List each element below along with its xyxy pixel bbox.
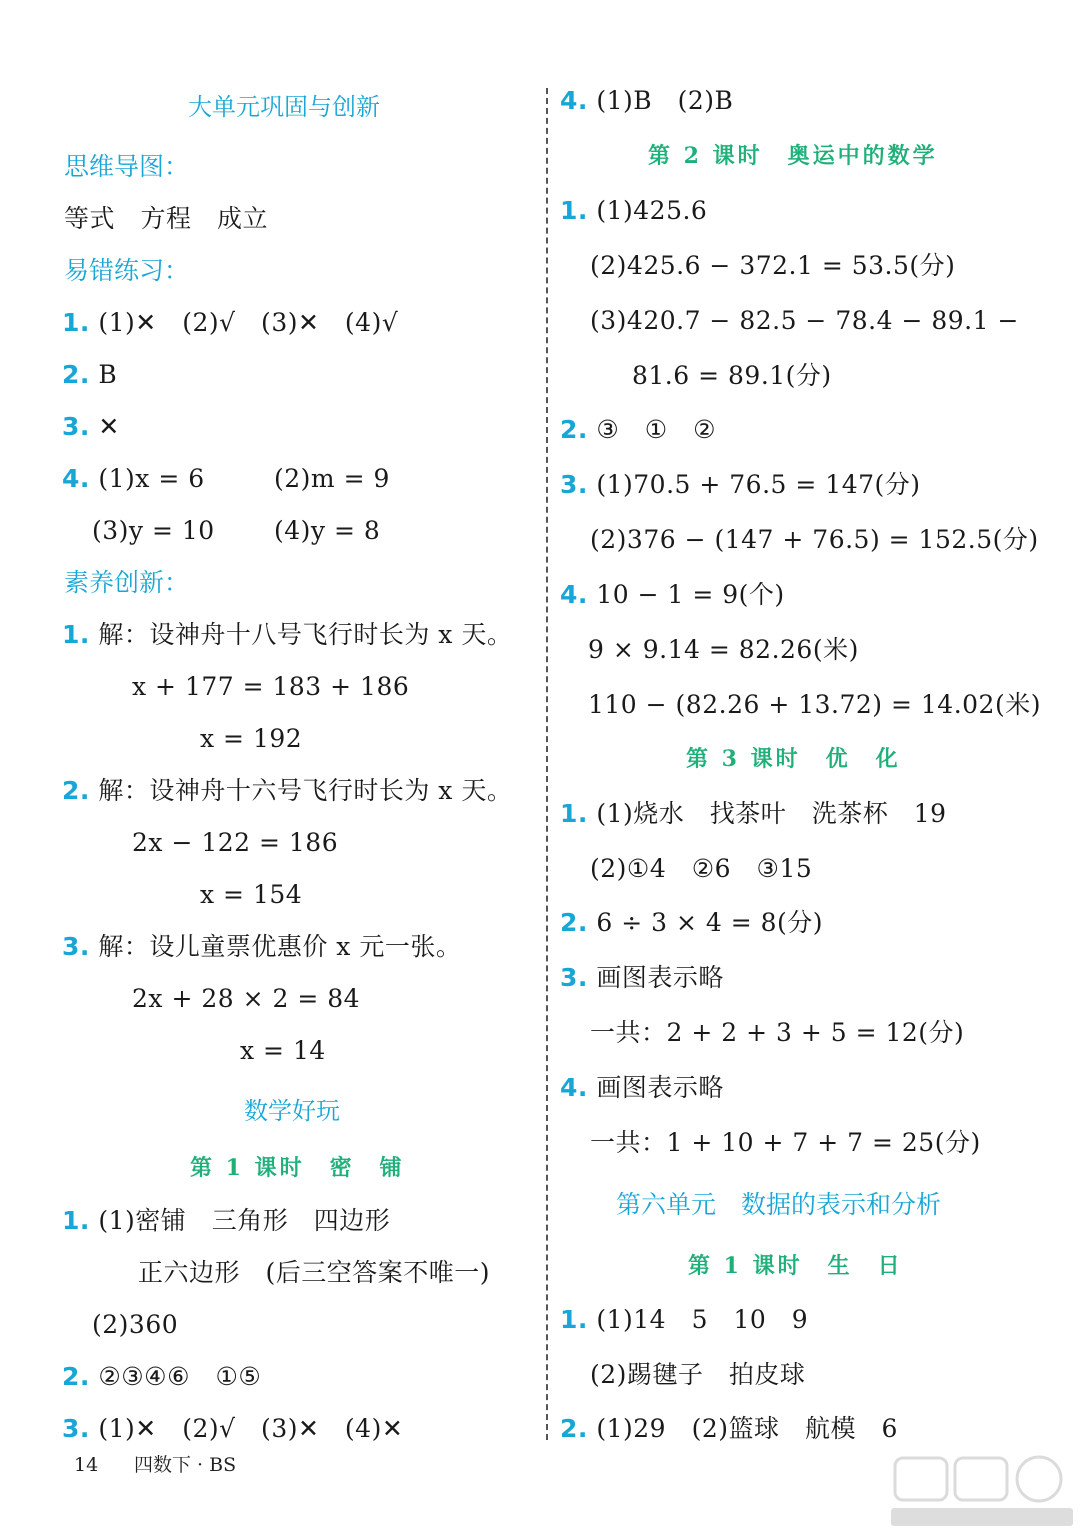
equation: 2x − 122 = 186 (132, 828, 339, 857)
answer-text: (1)x = 6 (98, 464, 205, 493)
question-number: 3. (560, 963, 588, 992)
question-number: 1. (62, 620, 90, 649)
question-number: 1. (62, 308, 90, 337)
prev-item-4 (560, 84, 733, 118)
lesson2-item-2 (560, 413, 716, 447)
answer-text: (2)425.6 − 372.1 = 53.5(分) (590, 251, 956, 280)
answer-text: (1)29 (2)篮球 航模 6 (596, 1414, 898, 1443)
answer-text: 6 ÷ 3 × 4 = 8(分) (596, 908, 824, 937)
answer-text: (1)425.6 (596, 196, 708, 225)
fun-math-title: 数学好玩 (244, 1097, 340, 1125)
lesson3-item-3 (560, 961, 724, 995)
answer-text: 画图表示略 (596, 1073, 724, 1102)
lesson3-item-2 (560, 906, 823, 940)
answer-text: 10 − 1 = 9(个) (596, 580, 785, 609)
mistake-item-1 (62, 306, 398, 340)
unit6-item-1 (560, 1303, 808, 1337)
lesson-6-1-title: 第 1 课时 生 日 (688, 1253, 903, 1279)
answer-text: 9 × 9.14 = 82.26(米) (588, 635, 859, 664)
question-number: 3. (62, 1414, 90, 1443)
question-number: 1. (62, 1206, 90, 1235)
question-number: 3. (62, 412, 90, 441)
mind-map-answer: 等式 方程 成立 (64, 204, 269, 233)
answer-text: 一共：1 + 10 + 7 + 7 = 25(分) (590, 1128, 981, 1157)
question-number: 2. (560, 908, 588, 937)
lesson-1-title: 第 1 课时 密 铺 (190, 1155, 405, 1181)
mistake-item-2 (62, 358, 117, 392)
answer-text: B (98, 360, 118, 389)
lesson2-item-1 (560, 194, 707, 228)
answer-text: 一共：2 + 2 + 3 + 5 = 12(分) (590, 1018, 965, 1047)
answer-text: ③ ① ② (596, 415, 717, 444)
answer-text: ②③④⑥ ①⑤ (98, 1362, 262, 1391)
big-unit-title: 大单元巩固与创新 (188, 93, 380, 121)
equation: x = 192 (200, 724, 303, 753)
answer-text: 解：设儿童票优惠价 x 元一张。 (98, 932, 462, 961)
lesson-3-title: 第 3 课时 优 化 (686, 746, 901, 772)
answer-text: 110 − (82.26 + 13.72) = 14.02(米) (588, 690, 1041, 719)
answer-text: (1)14 5 10 9 (596, 1305, 809, 1334)
lesson1-item-3 (62, 1412, 403, 1446)
answer-text: (1)B (2)B (596, 86, 734, 115)
answer-text: (1)✕ (2)√ (3)✕ (4)✕ (98, 1414, 404, 1443)
answer-text: 解：设神舟十八号飞行时长为 x 天。 (98, 620, 513, 649)
page-number: 14 (74, 1454, 99, 1476)
answer-text: 81.6 = 89.1(分) (632, 361, 832, 390)
answer-text: 画图表示略 (596, 963, 724, 992)
lesson2-item-3 (560, 468, 921, 502)
answer-text: (3)y = 10 (92, 516, 215, 545)
answer-text: 解：设神舟十六号飞行时长为 x 天。 (98, 776, 513, 805)
answer-text: (2)踢毽子 拍皮球 (590, 1360, 806, 1389)
lesson3-item-1 (560, 797, 947, 831)
question-number: 1. (560, 1305, 588, 1334)
equation: x = 14 (240, 1036, 326, 1065)
literacy-item-2 (62, 774, 512, 808)
unit-6-title: 第六单元 数据的表示和分析 (616, 1190, 942, 1219)
answer-text: (2)360 (92, 1310, 179, 1339)
question-number: 2. (62, 1362, 90, 1391)
answer-text: (1)70.5 + 76.5 = 147(分) (596, 470, 921, 499)
question-number: 4. (560, 86, 588, 115)
book-label: 四数下 · BS (134, 1454, 237, 1476)
answer-text: (2)376 − (147 + 76.5) = 152.5(分) (590, 525, 1039, 554)
question-number: 3. (560, 470, 588, 499)
question-number: 3. (62, 932, 90, 961)
lesson2-item-4 (560, 578, 785, 612)
mistakes-label: 易错练习： (64, 256, 190, 285)
question-number: 2. (62, 776, 90, 805)
question-number: 2. (560, 415, 588, 444)
mistake-item-4 (62, 462, 205, 496)
literacy-item-1 (62, 618, 512, 652)
mind-map-label: 思维导图： (64, 152, 190, 181)
answer-text: (1)密铺 三角形 四边形 (98, 1206, 391, 1235)
equation: 2x + 28 × 2 = 84 (132, 984, 361, 1013)
answer-text: (1)烧水 找茶叶 洗茶杯 19 (596, 799, 947, 828)
lesson1-item-2 (62, 1360, 261, 1394)
answer-text: (2)m = 9 (274, 464, 390, 493)
question-number: 1. (560, 196, 588, 225)
answer-text: ✕ (98, 412, 120, 441)
literacy-item-3 (62, 930, 461, 964)
mistake-item-3 (62, 410, 120, 444)
question-number: 4. (560, 580, 588, 609)
question-number: 2. (560, 1414, 588, 1443)
answer-text: 正六边形 (后三空答案不唯一) (138, 1258, 491, 1287)
unit6-item-2 (560, 1412, 898, 1446)
question-number: 1. (560, 799, 588, 828)
literacy-label: 素养创新： (64, 568, 190, 597)
answer-text: (2)①4 ②6 ③15 (590, 854, 813, 883)
lesson-2-title: 第 2 课时 奥运中的数学 (648, 143, 938, 169)
answer-text: (4)y = 8 (274, 516, 381, 545)
watermark-logo (887, 1452, 1077, 1530)
answer-text: (1)✕ (2)√ (3)✕ (4)√ (98, 308, 399, 337)
answer-text: (3)420.7 − 82.5 − 78.4 − 89.1 − (590, 306, 1019, 335)
question-number: 4. (560, 1073, 588, 1102)
lesson3-item-4 (560, 1071, 724, 1105)
lesson1-item-1 (62, 1204, 390, 1238)
question-number: 4. (62, 464, 90, 493)
equation: x + 177 = 183 + 186 (132, 672, 410, 701)
equation: x = 154 (200, 880, 303, 909)
question-number: 2. (62, 360, 90, 389)
column-divider (546, 88, 548, 1440)
